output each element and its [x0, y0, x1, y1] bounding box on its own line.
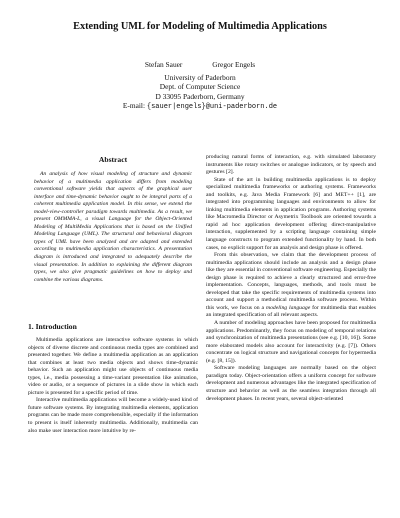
paragraph: Multimedia applications are interactive software systems in which objects of diverse discrete and continuous media types are combined and presented together. We define a multimedia application as an application that combines at least two media objects and shows time-dynamic behavior. Such an application might use objects of continuous media types, i.e., media possessing a time-variant presentation like animation, video or audio, or a sequence of pictures in a slide show in which each picture is presented for a specific period of time.: [28, 337, 198, 396]
author-list: [0, 60, 400, 69]
emphasized-term: modeling language: [265, 304, 311, 311]
right-column-body: [206, 154, 376, 403]
text-run: for multimedia that enables an integrated specification of all relevant aspects.: [206, 304, 376, 319]
author-name: Gregor Engels: [212, 60, 256, 69]
paragraph: Software modeling languages are normally based on the object paradigm today. Object-orientation offers a uniform concept for software development and numerous advantages like the integrated specification of structure and behavior as well as the seamless integration through all development phases. In recent years, several object-oriented: [206, 365, 376, 402]
paragraph: State of the art in building multimedia applications is to deploy specialized multimedia frameworks or authoring systems. Frameworks and toolkits, e.g. Java Media Framework [6] and MET++ [1], are integrated into programming languages and environments to allow for linking multimedia elements in application programs. Authoring systems like Macromedia Director or Asymetrix Toolbook are oriented towards a rapid ad hoc application development offering direct-manipulative interaction, supplemented by a scripting language containing simple language constructs to program extended functionality by hand. In both cases, no explicit support for an analysis and design phase is offered.: [206, 176, 376, 251]
paragraph: Interactive multimedia applications will become a widely-used kind of future software systems. By integrating multimedia elements, application programs can be made more comprehensible, especially if the information to present is itself inherently multimedia. Additionally, multimedia can also make user interaction more intuitive by re-: [28, 397, 198, 434]
paragraph: [206, 252, 376, 320]
affiliation-email: [0, 101, 400, 112]
affiliation-university: University of Paderborn: [164, 73, 236, 82]
email-prefix: E-mail:: [122, 101, 147, 111]
paragraph: A number of modeling approaches have been proposed for multimedia applications. Predominantly, they focus on modeling of temporal relations and synchronization of multimedia presentations (see e.g. [10, 16]). Some more elaborated models also account for interactivity (e.g. [7]). Others concentrate on logical structure and navigational concepts for hypermedia (e.g. [8, 15]).: [206, 320, 376, 364]
affiliation-department: Dept. of Computer Science: [159, 82, 241, 92]
affiliation-block: [0, 73, 400, 113]
affiliation-address: D 33095 Paderborn, Germany: [155, 91, 245, 101]
author-name: Stefan Sauer: [144, 60, 183, 69]
paragraph: producing natural forms of interaction, e.g. with simulated laboratory instruments like rotary switches or analogue indicators, or by speech and gestures [2].: [206, 154, 376, 176]
introduction-body: [28, 337, 198, 435]
abstract-heading: Abstract: [98, 155, 128, 164]
email-address: {sauer|engels}@uni-paderborn.de: [146, 103, 278, 112]
abstract-text: An analysis of how visual modeling of structure and dynamic behavior of a multimedia application differs from modeling conventional software yields that aspects of the graphical user interface and time-dynamic behavior ought to be integral parts of a coherent multimedia application model. In this sense, we extend the model-view-controller paradigm towards multimedia. As a result, we present OMMMA-L, a visual Language for the Object-Oriented Modeling of MultiMedia Applications that is based on the Unified Modeling Language (UML). The structural and behavioral diagram types of UML have been analyzed and are adapted and extended according to multimedia application characteristics. A presentation diagram is introduced and integrated to adequately describe the visual presentation. In addition to explaining the different diagram types, we also give pragmatic guidelines on how to deploy and combine the various diagrams.: [34, 171, 192, 283]
introduction-heading: 1. Introduction: [28, 322, 77, 331]
text-run: From this observation, we claim that the development process of multimedia applications should include an analysis and a design phase like they are essential in conventional software engineering. Especially the design phase is required to achieve a clearly structured and error-free implementation. Concepts, languages, methods, and tools must be developed that take the specific requirements of multimedia systems into account and support a methodical multimedia software process. Within this work, we focus on a: [206, 252, 376, 311]
paper-title: Extending UML for Modeling of Multimedia Applications: [73, 21, 327, 32]
